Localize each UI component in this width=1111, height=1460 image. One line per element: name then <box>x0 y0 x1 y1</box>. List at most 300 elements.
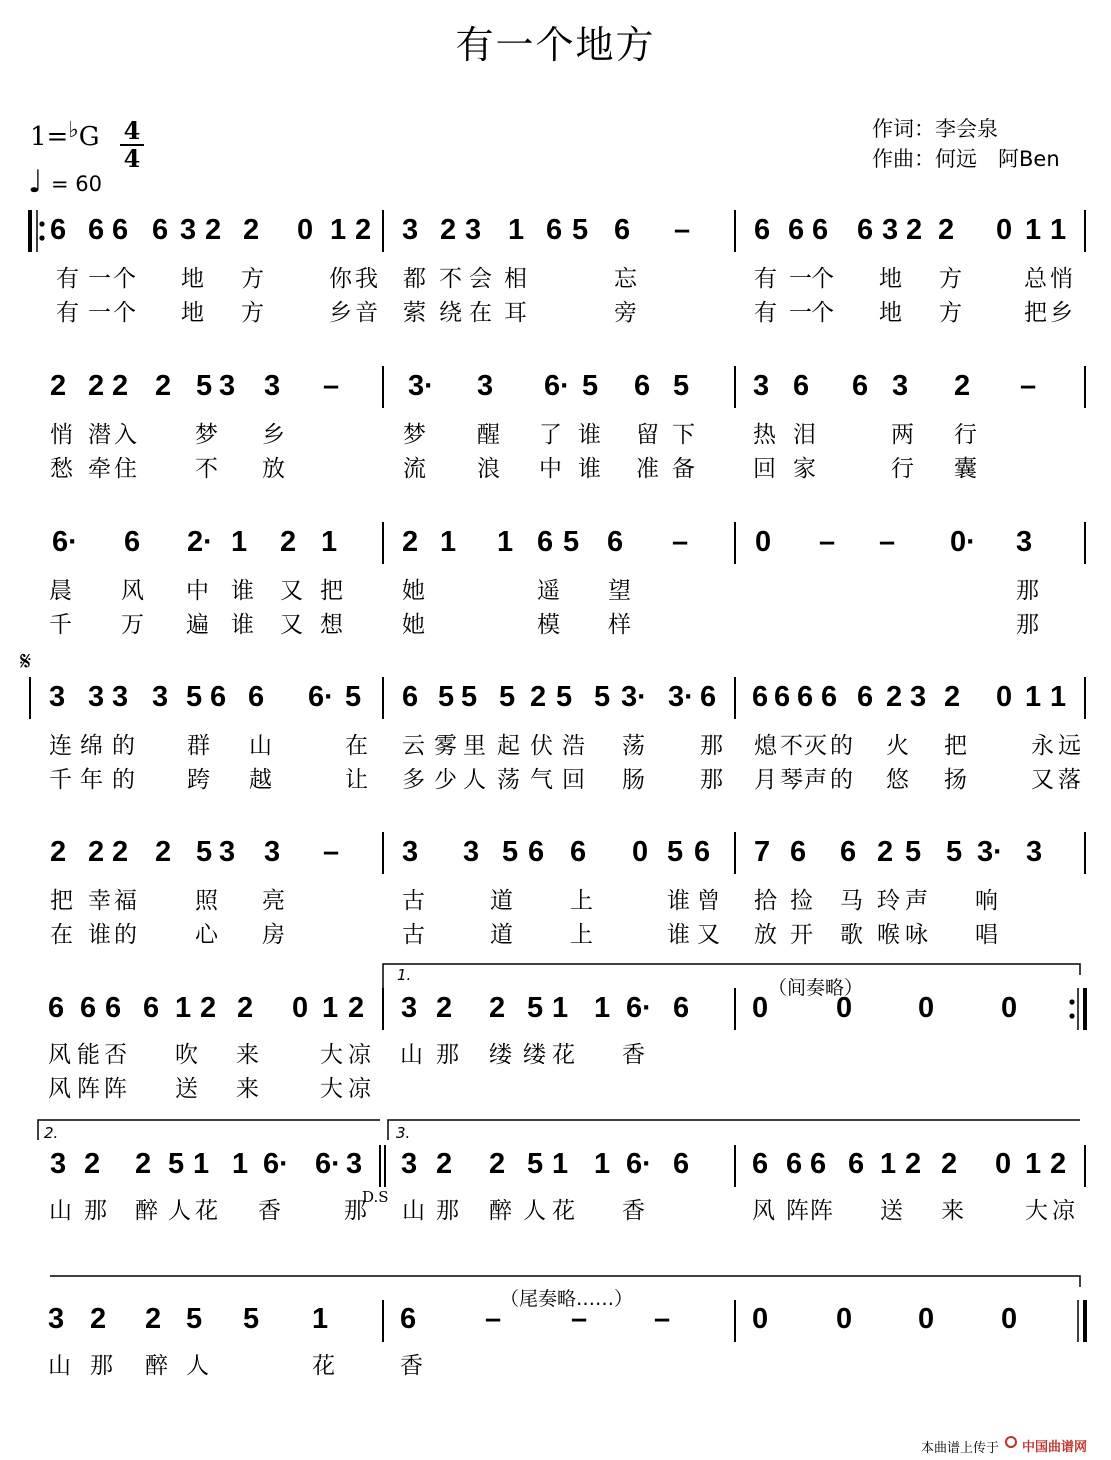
lyric-char: 人 <box>523 1198 546 1224</box>
lyric-char: 地 <box>181 300 204 326</box>
lyric-char: 山 <box>49 1198 72 1224</box>
lyric-char: 缕 <box>523 1042 546 1068</box>
lyric-char: 的 <box>830 733 853 759</box>
lyric-char: 起 <box>497 733 520 759</box>
jianpu-note: – <box>654 1303 671 1335</box>
lyric-char: 云 <box>402 733 425 759</box>
lyric-char: 那 <box>436 1042 459 1068</box>
lyric-char: 群 <box>187 733 210 759</box>
key-prefix: 1= <box>30 122 69 152</box>
jianpu-note: 2 <box>944 681 961 713</box>
jianpu-note: 3 <box>477 370 494 402</box>
jianpu-note: 5 <box>196 836 213 868</box>
lyric-char: 道 <box>490 922 513 948</box>
lyric-char: 万 <box>121 612 144 638</box>
repeat-dot <box>39 235 44 240</box>
jianpu-note: 1 <box>232 1148 249 1180</box>
jianpu-note: 3 <box>753 370 770 402</box>
jianpu-note: – <box>485 1303 502 1335</box>
jianpu-note: 0 <box>836 992 853 1024</box>
jianpu-note: 3 <box>882 214 899 246</box>
lyric-char: 会 <box>469 266 492 292</box>
lyric-char: 绵 <box>80 733 103 759</box>
jianpu-note: 6 <box>790 836 807 868</box>
lyric-char: 古 <box>402 922 425 948</box>
jianpu-note: 6 <box>528 836 545 868</box>
lyric-char: 个 <box>811 300 834 326</box>
jianpu-note: 2 <box>243 214 260 246</box>
lyric-char: 谁 <box>667 922 690 948</box>
jianpu-note: 0 <box>292 992 309 1024</box>
lyric-char: 悠 <box>886 767 909 793</box>
jianpu-note: 3 <box>402 836 419 868</box>
lyric-char: 中 <box>539 456 562 482</box>
jianpu-note: 6 <box>754 214 771 246</box>
lyric-char: 了 <box>539 422 562 448</box>
lyric-char: 灭 <box>804 733 827 759</box>
jianpu-note: 2 <box>280 526 297 558</box>
lyric-char: 大 <box>1025 1198 1048 1224</box>
jianpu-note: 6 <box>694 836 711 868</box>
tempo-value: = 60 <box>51 172 102 196</box>
lyric-char: 想 <box>320 612 343 638</box>
jianpu-note: 3 <box>1016 526 1033 558</box>
jianpu-note: 6· <box>52 526 78 558</box>
jianpu-note: 2 <box>88 370 105 402</box>
jianpu-note: 5 <box>461 681 478 713</box>
lyric-char: 在 <box>50 922 73 948</box>
composer-credit: 作曲：何远 阿Ben <box>872 147 1060 171</box>
jianpu-note: 5 <box>499 681 516 713</box>
jianpu-note: 1 <box>1025 681 1042 713</box>
jianpu-note: 1 <box>330 214 347 246</box>
lyric-char: 远 <box>1058 733 1081 759</box>
jianpu-note: 0· <box>950 526 976 558</box>
jianpu-note: 2 <box>530 681 547 713</box>
lyric-char: 愁 <box>50 456 73 482</box>
jianpu-note: 6 <box>50 214 67 246</box>
lyric-char: 来 <box>236 1076 259 1102</box>
jianpu-note: 2 <box>906 214 923 246</box>
lyric-char: 醉 <box>489 1198 512 1224</box>
jianpu-note: 6 <box>788 214 805 246</box>
lyric-char: 山 <box>402 1198 425 1224</box>
jianpu-note: 6 <box>48 992 65 1024</box>
lyric-char: 凉 <box>348 1076 371 1102</box>
jianpu-note: 6 <box>210 681 227 713</box>
jianpu-note: 5 <box>168 1148 185 1180</box>
jianpu-note: 2 <box>135 1148 152 1180</box>
lyric-char: 方 <box>939 300 962 326</box>
lyric-char: 不 <box>439 266 462 292</box>
jianpu-note: 2 <box>440 214 457 246</box>
lyricist-credit: 作词：李会泉 <box>872 117 998 141</box>
lyric-char: 那 <box>90 1353 113 1379</box>
jianpu-note: 3 <box>152 681 169 713</box>
lyric-char: 又 <box>1031 767 1054 793</box>
key-tonic: G <box>78 122 100 152</box>
lyric-char: 人 <box>168 1198 191 1224</box>
jianpu-note: 6· <box>544 370 570 402</box>
jianpu-note: 6 <box>673 992 690 1024</box>
lyric-char: 来 <box>236 1042 259 1068</box>
jianpu-note: 2 <box>145 1303 162 1335</box>
lyric-char: 阵 <box>786 1198 809 1224</box>
lyric-char: 谁 <box>88 922 111 948</box>
jianpu-note: 2 <box>941 1148 958 1180</box>
jianpu-note: 2 <box>905 1148 922 1180</box>
lyric-char: 否 <box>104 1042 127 1068</box>
site-logo-text: 中国曲谱网 <box>1022 1440 1088 1455</box>
jianpu-note: 1 <box>440 526 457 558</box>
lyric-char: 风 <box>752 1198 775 1224</box>
lyric-char: 那 <box>1016 612 1039 638</box>
jianpu-note: 2 <box>489 1148 506 1180</box>
jianpu-note: 2 <box>1050 1148 1067 1180</box>
lyric-char: 旁 <box>614 300 637 326</box>
lyric-char: 熄 <box>754 733 777 759</box>
volta-2-bracket <box>38 1120 380 1140</box>
lyric-char: 月 <box>754 767 777 793</box>
lyric-char: 的 <box>114 922 137 948</box>
jianpu-note: 1 <box>1025 214 1042 246</box>
lyric-char: 模 <box>537 612 560 638</box>
jianpu-note: 3 <box>49 681 66 713</box>
jianpu-note: 6 <box>810 1148 827 1180</box>
lyric-char: 把 <box>320 578 343 604</box>
jianpu-note: 5 <box>582 370 599 402</box>
jianpu-note: 0 <box>996 681 1013 713</box>
time-bottom: 4 <box>123 144 141 173</box>
jianpu-note: 3 <box>346 1148 363 1180</box>
lyric-char: 一 <box>789 266 812 292</box>
lyric-char: 醉 <box>135 1198 158 1224</box>
jianpu-note: 2 <box>436 1148 453 1180</box>
volta-1-label: 1. <box>397 966 412 984</box>
lyric-char: 风 <box>121 578 144 604</box>
lyric-char: 扬 <box>944 767 967 793</box>
jianpu-note: 6 <box>143 992 160 1024</box>
jianpu-note: 5 <box>527 992 544 1024</box>
lyric-char: 上 <box>570 888 593 914</box>
lyric-char: 大 <box>320 1042 343 1068</box>
lyric-char: 香 <box>622 1198 645 1224</box>
flat-icon: ♭ <box>68 118 79 143</box>
lyric-char: 望 <box>608 578 631 604</box>
lyric-char: 上 <box>570 922 593 948</box>
lyric-char: 悄 <box>1050 266 1073 292</box>
jianpu-note: 0 <box>297 214 314 246</box>
lyric-char: 声 <box>804 767 827 793</box>
lyric-char: 方 <box>241 266 264 292</box>
volta-3-label: 3. <box>396 1124 411 1142</box>
jianpu-note: 1 <box>552 1148 569 1180</box>
lyric-char: 琴 <box>780 767 803 793</box>
lyric-char: 留 <box>636 422 659 448</box>
jianpu-note: 0 <box>918 1303 935 1335</box>
lyric-char: 越 <box>249 767 272 793</box>
lyric-char: 响 <box>975 888 998 914</box>
lyric-char: 咏 <box>905 922 928 948</box>
lyric-char: 山 <box>48 1353 71 1379</box>
lyric-char: 她 <box>402 578 425 604</box>
jianpu-note: 6 <box>793 370 810 402</box>
jianpu-note: 0 <box>755 526 772 558</box>
jianpu-note: 2 <box>155 370 172 402</box>
jianpu-note: 5 <box>186 681 203 713</box>
lyric-char: 阵 <box>104 1076 127 1102</box>
lyric-char: 回 <box>753 456 776 482</box>
lyric-char: 遥 <box>537 578 560 604</box>
jianpu-note: 0 <box>996 214 1013 246</box>
jianpu-note: 2 <box>112 836 129 868</box>
jianpu-note: 3 <box>892 370 909 402</box>
jianpu-note: 3 <box>112 681 129 713</box>
jianpu-note: – <box>674 214 691 246</box>
lyric-char: 花 <box>312 1353 335 1379</box>
jianpu-note: 1 <box>552 992 569 1024</box>
jianpu-note: 6 <box>752 681 769 713</box>
lyric-char: 落 <box>1058 767 1081 793</box>
jianpu-note: 6· <box>315 1148 341 1180</box>
lyric-char: 伏 <box>530 733 553 759</box>
lyric-char: 谁 <box>231 612 254 638</box>
jianpu-note: 1 <box>594 992 611 1024</box>
lyric-char: 忘 <box>614 266 637 292</box>
lyric-char: 拾 <box>754 888 777 914</box>
jianpu-note: 1 <box>594 1148 611 1180</box>
lyric-char: 晨 <box>49 578 72 604</box>
jianpu-note: 5 <box>594 681 611 713</box>
lyric-char: 花 <box>195 1198 218 1224</box>
jianpu-note: 5 <box>438 681 455 713</box>
jianpu-note: 0 <box>918 992 935 1024</box>
lyric-char: 梦 <box>403 422 426 448</box>
jianpu-note: 2 <box>489 992 506 1024</box>
lyric-char: 乡 <box>1050 300 1073 326</box>
jianpu-note: 2 <box>436 992 453 1024</box>
jianpu-note: 2 <box>355 214 372 246</box>
lyric-char: 方 <box>241 300 264 326</box>
repeat-dot <box>1069 999 1074 1004</box>
lyric-char: 我 <box>355 266 378 292</box>
jianpu-note: 1 <box>880 1148 897 1180</box>
lyric-char: 遍 <box>186 612 209 638</box>
jianpu-note: 3· <box>408 370 434 402</box>
jianpu-note: 1 <box>193 1148 210 1180</box>
jianpu-note: 2 <box>954 370 971 402</box>
repeat-dot <box>39 221 44 226</box>
lyric-char: 荡 <box>497 767 520 793</box>
lyric-char: 醒 <box>477 422 500 448</box>
outro-note: （尾奏略……） <box>500 1288 634 1310</box>
lyric-char: 备 <box>672 456 695 482</box>
jianpu-note: 2 <box>112 370 129 402</box>
lyric-char: 肠 <box>622 767 645 793</box>
jianpu-note: 6 <box>852 370 869 402</box>
lyric-char: 阵 <box>77 1076 100 1102</box>
lyric-char: 那 <box>436 1198 459 1224</box>
jianpu-note: 3 <box>264 836 281 868</box>
lyric-char: 相 <box>504 266 527 292</box>
lyric-char: 送 <box>175 1076 198 1102</box>
jianpu-note: – <box>323 370 340 402</box>
jianpu-note: 0 <box>752 1303 769 1335</box>
lyric-char: 气 <box>530 767 553 793</box>
lyric-char: 把 <box>50 888 73 914</box>
jianpu-note: 6 <box>112 214 129 246</box>
lyric-char: 那 <box>84 1198 107 1224</box>
lyric-char: 不 <box>195 456 218 482</box>
lyric-char: 地 <box>181 266 204 292</box>
jianpu-note: 6 <box>614 214 631 246</box>
jianpu-note: 6 <box>700 681 717 713</box>
jianpu-note: 3· <box>668 681 694 713</box>
lyric-char: 曾 <box>697 888 720 914</box>
lyric-char: 谁 <box>578 422 601 448</box>
jianpu-note: 0 <box>995 1148 1012 1180</box>
lyric-char: 人 <box>463 767 486 793</box>
lyric-char: 千 <box>49 612 72 638</box>
lyric-char: 行 <box>954 422 977 448</box>
lyric-char: 玲 <box>877 888 900 914</box>
jianpu-note: 2 <box>155 836 172 868</box>
lyric-char: 香 <box>258 1198 281 1224</box>
jianpu-note: 6 <box>840 836 857 868</box>
quarter-note-icon: ♩ <box>28 164 43 200</box>
jianpu-note: 3 <box>401 992 418 1024</box>
lyric-char: 音 <box>355 300 378 326</box>
lyric-char: 捡 <box>790 888 813 914</box>
jianpu-note: 6 <box>821 681 838 713</box>
lyric-char: 喉 <box>877 922 900 948</box>
lyric-char: 样 <box>608 612 631 638</box>
lyric-char: 在 <box>469 300 492 326</box>
jianpu-note: 6 <box>797 681 814 713</box>
lyric-char: 吹 <box>175 1042 198 1068</box>
jianpu-note: 1 <box>1025 1148 1042 1180</box>
interlude-note: （间奏略） <box>768 977 864 999</box>
jianpu-note: 3 <box>50 1148 67 1180</box>
jianpu-note: 6· <box>308 681 334 713</box>
lyric-char: 谁 <box>578 456 601 482</box>
lyric-char: 千 <box>49 767 72 793</box>
jianpu-note: 2 <box>90 1303 107 1335</box>
coda-bracket <box>50 1276 1080 1287</box>
jianpu-note: 3 <box>264 370 281 402</box>
lyric-char: 那 <box>700 767 723 793</box>
lyric-char: 两 <box>891 422 914 448</box>
jianpu-note: 5 <box>673 370 690 402</box>
jianpu-note: 0 <box>632 836 649 868</box>
lyric-char: 火 <box>886 733 909 759</box>
jianpu-note: 2 <box>84 1148 101 1180</box>
lyric-char: 谁 <box>231 578 254 604</box>
jianpu-note: 3 <box>219 370 236 402</box>
lyric-char: 少 <box>434 767 457 793</box>
lyric-char: 里 <box>463 733 486 759</box>
jianpu-note: 6· <box>263 1148 289 1180</box>
lyric-char: 梦 <box>195 422 218 448</box>
jianpu-note: 5 <box>667 836 684 868</box>
jianpu-note: 6 <box>570 836 587 868</box>
segno-icon: 𝄋 <box>20 647 32 677</box>
volta-2-label: 2. <box>44 1124 59 1142</box>
lyric-char: 浩 <box>562 733 585 759</box>
footer-text: 本曲谱上传于 <box>921 1441 1000 1456</box>
lyric-char: 缕 <box>489 1042 512 1068</box>
jianpu-note: 6 <box>248 681 265 713</box>
jianpu-note: 6 <box>752 1148 769 1180</box>
jianpu-note: 5 <box>502 836 519 868</box>
lyric-char: 囊 <box>954 456 977 482</box>
lyric-char: 大 <box>320 1076 343 1102</box>
lyric-char: 热 <box>753 422 776 448</box>
lyric-char: 一 <box>88 266 111 292</box>
jianpu-note: 5 <box>527 1148 544 1180</box>
jianpu-note: – <box>323 836 340 868</box>
jianpu-note: – <box>819 526 836 558</box>
jianpu-note: 6 <box>812 214 829 246</box>
jianpu-note: 1 <box>1050 681 1067 713</box>
jianpu-note: 3 <box>463 836 480 868</box>
jianpu-note: 6 <box>634 370 651 402</box>
lyric-char: 泪 <box>793 422 816 448</box>
lyric-char: 耳 <box>504 300 527 326</box>
lyric-char: 不 <box>780 733 803 759</box>
jianpu-note: 0 <box>836 1303 853 1335</box>
lyric-char: 亮 <box>262 888 285 914</box>
lyric-char: 浪 <box>477 456 500 482</box>
lyric-char: 总 <box>1024 266 1047 292</box>
jianpu-note: 2 <box>348 992 365 1024</box>
lyric-char: 山 <box>400 1042 423 1068</box>
jianpu-note: 2 <box>50 370 67 402</box>
lyric-char: 在 <box>345 733 368 759</box>
lyric-char: 连 <box>49 733 72 759</box>
jianpu-note: 3 <box>48 1303 65 1335</box>
lyric-char: 花 <box>552 1042 575 1068</box>
lyric-char: 让 <box>345 767 368 793</box>
lyric-char: 唱 <box>975 922 998 948</box>
jianpu-note: 2· <box>187 526 213 558</box>
lyric-char: 人 <box>186 1353 209 1379</box>
lyric-char: 的 <box>830 767 853 793</box>
jianpu-note: 6· <box>626 992 652 1024</box>
jianpu-note: 1 <box>321 526 338 558</box>
lyric-char: 准 <box>636 456 659 482</box>
jianpu-note: 2 <box>50 836 67 868</box>
lyric-char: 香 <box>400 1353 423 1379</box>
jianpu-note: 2 <box>205 214 222 246</box>
jianpu-note: 6 <box>537 526 554 558</box>
lyric-char: 房 <box>262 922 285 948</box>
jianpu-note: 3 <box>402 214 419 246</box>
lyric-char: 风 <box>48 1042 71 1068</box>
lyric-char: 的 <box>112 767 135 793</box>
jianpu-note: 3 <box>1026 836 1043 868</box>
lyric-char: 地 <box>879 266 902 292</box>
lyric-char: 开 <box>790 922 813 948</box>
lyric-char: 一 <box>88 300 111 326</box>
lyric-char: 放 <box>754 922 777 948</box>
jianpu-note: 1 <box>322 992 339 1024</box>
volta-3-bracket <box>388 1120 1080 1140</box>
lyric-char: 古 <box>402 888 425 914</box>
jianpu-note: 3 <box>465 214 482 246</box>
lyric-char: 个 <box>811 266 834 292</box>
jianpu-note: 6 <box>786 1148 803 1180</box>
